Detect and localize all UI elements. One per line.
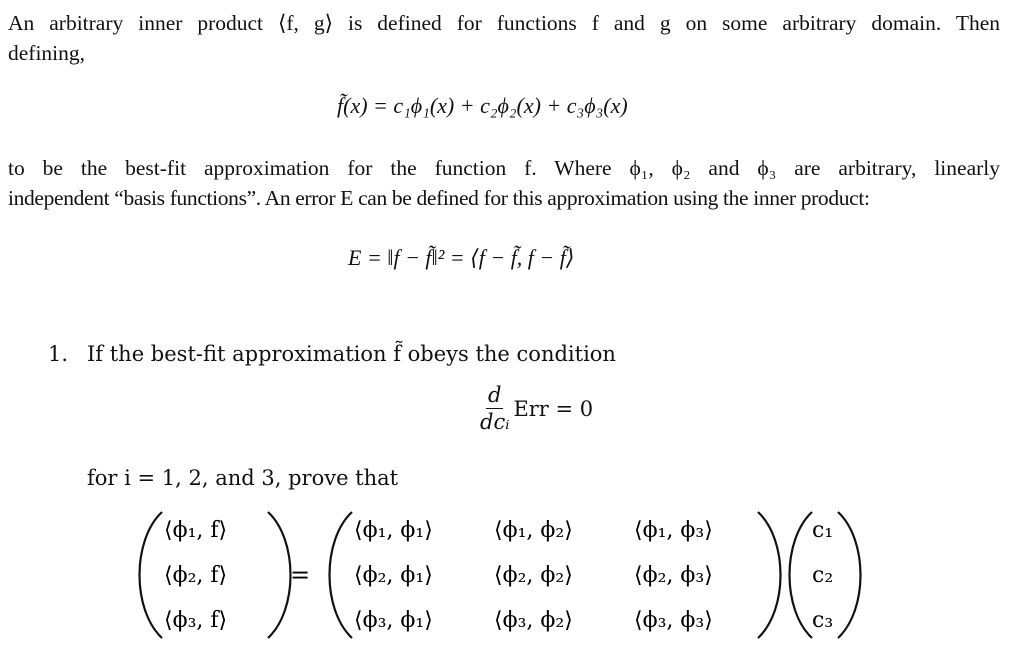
gram-entry: ⟨ϕ₁, ϕ₃⟩ [634,518,713,543]
intro-line-1: An arbitrary inner product ⟨f, g⟩ is defined for functions f and g on some arbitrary domain. Then [8,11,1000,35]
equals-sign: = [290,561,311,589]
lhs-left-paren [140,512,163,638]
coeff-entry: c₃ [812,608,834,633]
lhs-entry: ⟨ϕ₁, f⟩ [164,518,228,543]
lhs-vector [164,518,227,633]
item-number: 1. [48,342,69,366]
gram-entry: ⟨ϕ₂, ϕ₃⟩ [634,563,713,588]
gram-matrix [354,518,713,633]
lhs-entry: ⟨ϕ₃, f⟩ [164,608,228,633]
coeff-right-paren [838,512,861,638]
fraction-numerator: d [487,383,502,407]
middle-line-1: to be the best-fit approximation for the function f. Where ϕ₁, ϕ₂ and ϕ₃ are arbitrary, linearly [8,156,1000,180]
coeff-entry: c₂ [812,563,834,588]
derivative-fraction [480,382,509,435]
gram-left-paren [330,512,353,638]
gram-entry: ⟨ϕ₂, ϕ₂⟩ [494,563,573,588]
lhs-right-paren [268,512,291,638]
coeff-entry: c₁ [812,518,834,543]
coeff-vector [812,518,833,633]
coeff-left-paren [790,512,813,638]
condition-rest: Err = 0 [513,396,594,421]
intro-line-2: defining, [8,41,86,65]
gram-entry: ⟨ϕ₃, ϕ₂⟩ [494,608,573,633]
fraction-denominator: dcᵢ [480,410,510,434]
middle-line-2: independent “basis functions”. An error E can be defined for this approximation using the inner product: [8,186,870,210]
approximation-equation: f̃(x) = c₁ϕ₁(x) + c₂ϕ₂(x) + c₃ϕ₃(x) [337,93,628,118]
for-text: for i = 1, 2, and 3, prove that [87,466,399,490]
gram-entry: ⟨ϕ₁, ϕ₁⟩ [354,518,433,543]
gram-entry: ⟨ϕ₁, ϕ₂⟩ [494,518,573,543]
matrix-equation [0,500,1024,649]
gram-entry: ⟨ϕ₂, ϕ₁⟩ [354,563,433,588]
lhs-entry: ⟨ϕ₂, f⟩ [164,563,228,588]
item-text: If the best-fit approximation f̃ obeys the condition [87,342,616,366]
error-equation: E = ‖f − f̃‖² = ⟨f − f̃, f − f̃⟩ [348,245,575,270]
gram-entry: ⟨ϕ₃, ϕ₁⟩ [354,608,433,633]
gram-entry: ⟨ϕ₃, ϕ₃⟩ [634,608,713,633]
gram-right-paren [758,512,781,638]
condition-equation [480,382,593,435]
